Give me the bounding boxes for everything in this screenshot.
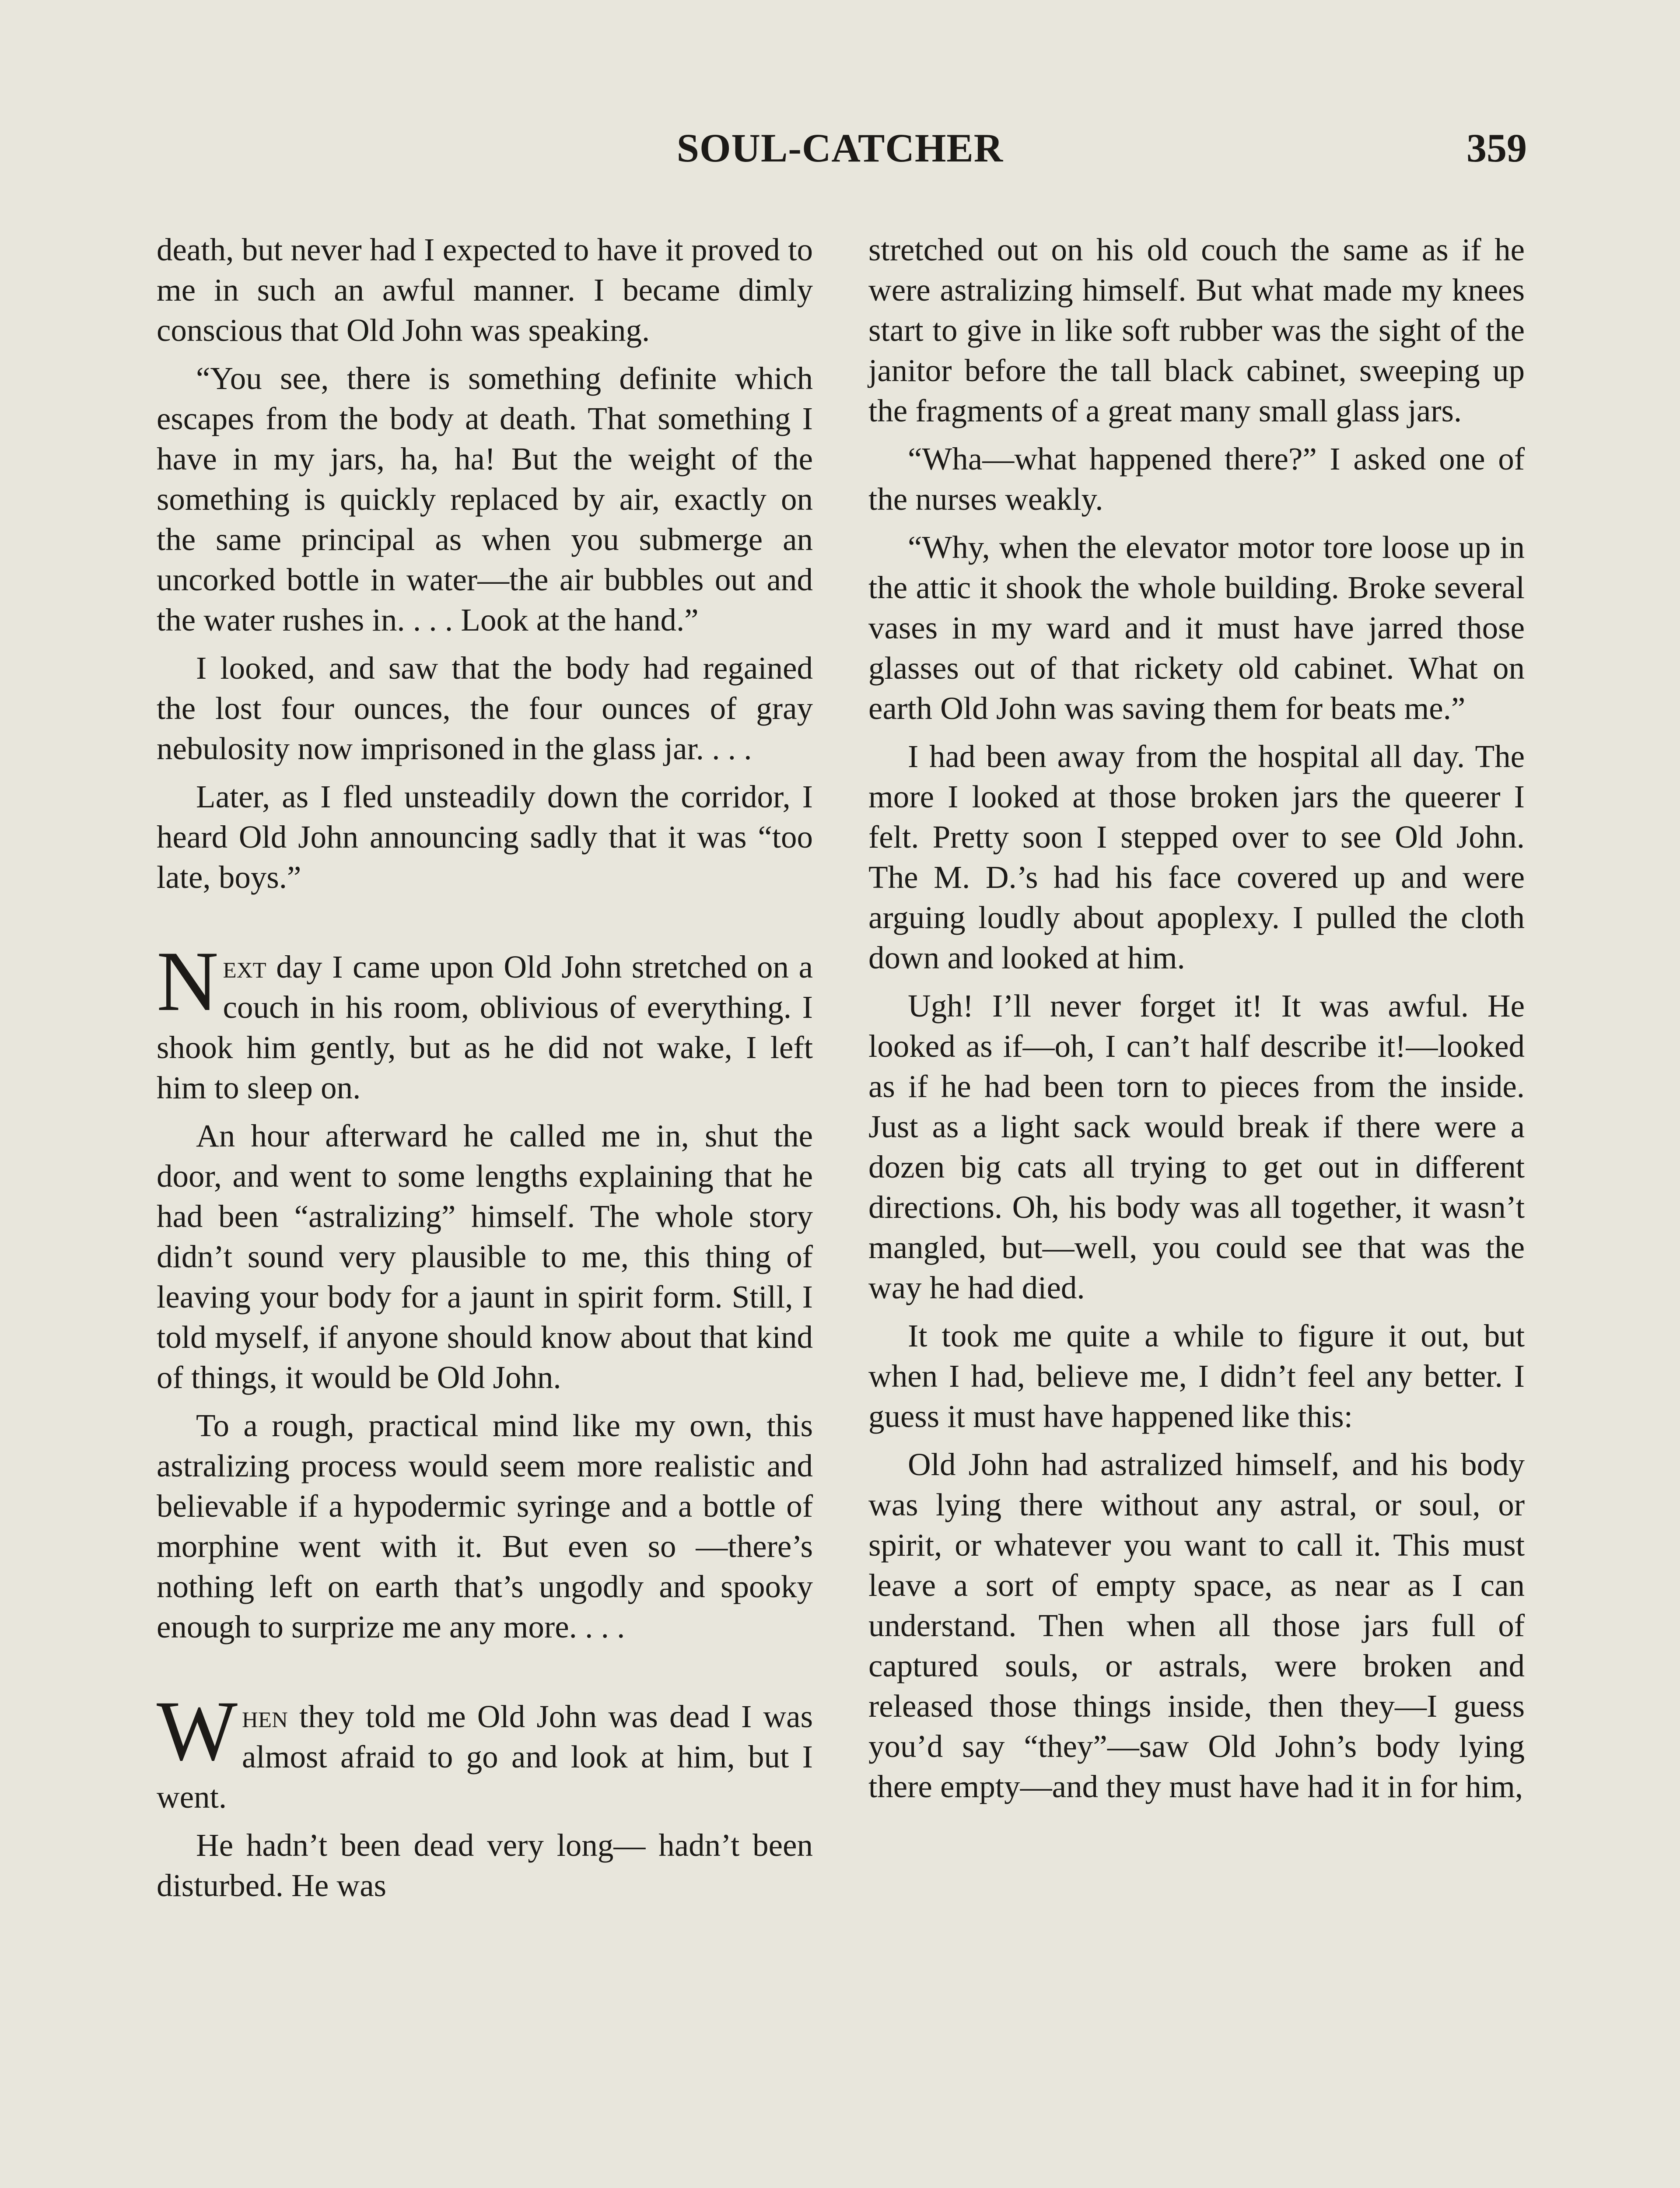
paragraph: An hour afterward he called me in, shut the door, and went to some lengths explaining that he had been “astralizing” himself. The whole story didn’t sound very plausible to me, this thing of leaving your body for a jaunt in spirit form. Still, I told myself, if anyone should know about that kind of things, it would be Old John. — [157, 1118, 813, 1395]
paragraph: Later, as I fled unsteadily down the corridor, I heard Old John announcing sadly that it was “too late, boys.” — [157, 779, 813, 895]
paragraph-text: they told me Old John was dead I was almost afraid to go and look at him, but I went. — [157, 1699, 813, 1815]
paragraph: death, but never had I expected to have it proved to me in such an awful manner. I became dimly conscious that Old John was speaking. — [157, 232, 813, 348]
page-header — [153, 125, 1527, 177]
dropcap-paragraph — [157, 1683, 813, 1817]
paragraph: To a rough, practical mind like my own, this astralizing process would seem more realistic and believable if a hypodermic syringe and a bottle of morphine went with it. But even so —there’s nothing left on earth that’s ungodly and spooky enough to surprize me any more. . . . — [157, 1408, 813, 1645]
paragraph: I had been away from the hospital all day. The more I looked at those broken jars the queerer I felt. Pretty soon I stepped over to see Old John. The M. D.’s had his face covered up and were arguing loudly about apoplexy. I pulled the cloth down and looked at him. — [868, 739, 1525, 975]
paragraph: He hadn’t been dead very long— hadn’t been disturbed. He was — [157, 1827, 813, 1903]
drop-cap: W — [157, 1683, 238, 1778]
paragraph: Ugh! I’ll never forget it! It was awful. He looked as if—oh, I can’t half describe it!—looked as if he had been torn to pieces from the inside. Just as a light sack would break if there were a dozen big cats all trying to get out in different directions. Oh, his body was all together, it wasn’t mangled, but—well, you could see that was the way he had died. — [868, 988, 1525, 1305]
paragraph: stretched out on his old couch the same as if he were astralizing himself. But what made my knees start to give in like soft rubber was the sight of the janitor before the tall black cabinet, sweeping up the fragments of a great many small glass jars. — [868, 232, 1525, 428]
drop-cap: N — [157, 934, 219, 1029]
paragraph-text: day I came upon Old John stretched on a couch in his room, oblivious of everything. I shook him gently, but as he did not wake, I left him to sleep on. — [157, 949, 813, 1105]
paragraph: I looked, and saw that the body had regained the lost four ounces, the four ounces of gray nebulosity now imprisoned in the glass jar. . . . — [157, 650, 813, 766]
running-title: SOUL-CATCHER — [676, 126, 1004, 170]
dropcap-paragraph — [157, 934, 813, 1108]
paragraph: “Why, when the elevator motor tore loose up in the attic it shook the whole building. Broke several vases in my ward and it must have jarred those glasses out of that rickety old cabinet. What on earth Old John was saving them for beats me.” — [868, 529, 1525, 726]
paragraph: “Wha—what happened there?” I asked one of the nurses weakly. — [868, 441, 1525, 517]
small-caps-text: ext — [223, 949, 266, 985]
paragraph: Old John had astralized himself, and his body was lying there without any astral, or soul, or spirit, or whatever you want to call it. This must leave a sort of empty space, as near as I can understand. Then when all those jars full of captured souls, or astrals, were broken and released those things inside, then they—I guess you’d say “they”—saw Old John’s body lying there empty—and they must have had it in for him, — [868, 1447, 1525, 1804]
section-break — [157, 905, 813, 947]
page-number: 359 — [1466, 126, 1527, 170]
right-column — [868, 230, 1525, 1815]
paragraph: It took me quite a while to figure it out, but when I had, believe me, I didn’t feel any better. I guess it must have happened like this: — [868, 1318, 1525, 1434]
section-break — [157, 1655, 813, 1697]
left-column — [157, 230, 813, 1914]
paragraph: “You see, there is something definite which escapes from the body at death. That something I have in my jars, ha, ha! But the weight of the something is quickly replaced by air, exactly on the same principal as when you submerge an uncorked bottle in water—the air bubbles out and the water rushes in. . . . Look at the hand.” — [157, 361, 813, 638]
small-caps-text: hen — [242, 1699, 288, 1734]
